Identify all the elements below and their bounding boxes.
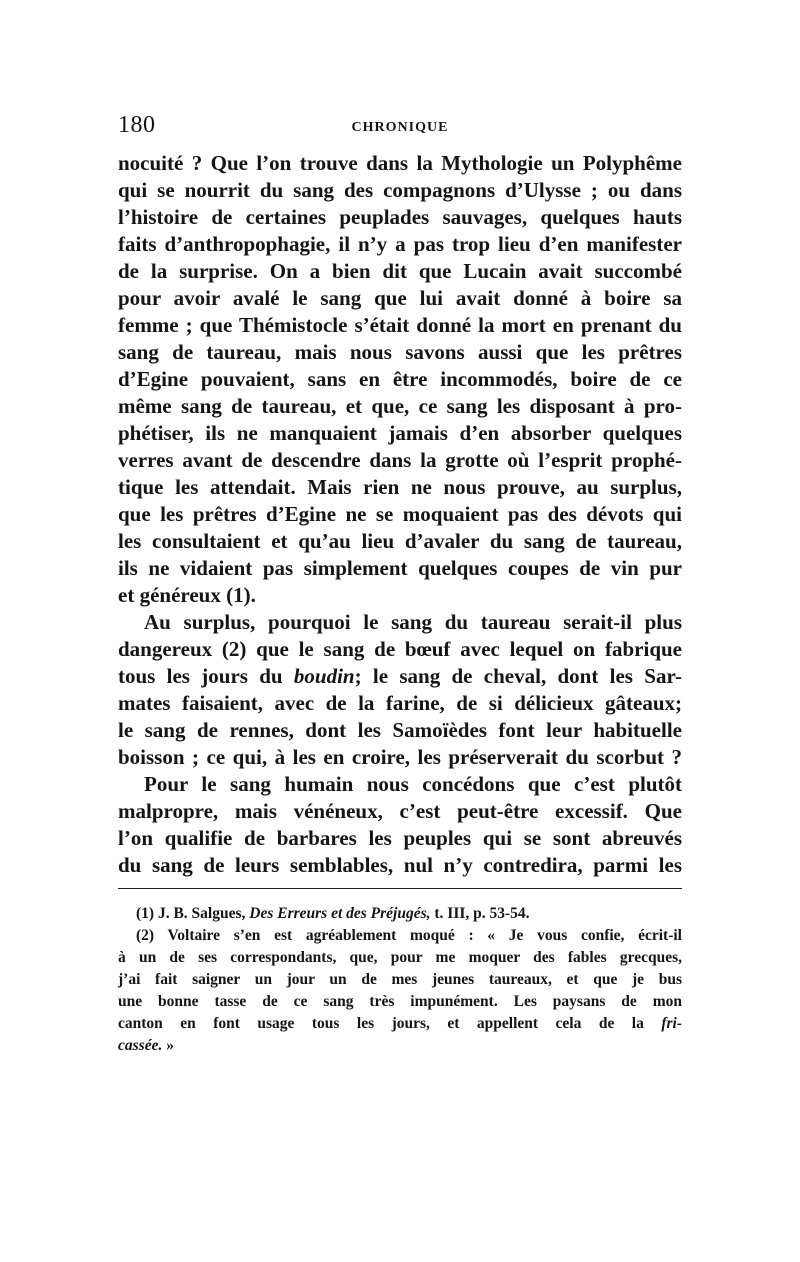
text-line: verres avant de descendre dans la grotte où l’esprit prophé- — [118, 448, 682, 472]
text-line: et généreux (1). — [118, 583, 256, 607]
text-line: malpropre, mais vénéneux, c’est peut-être excessif. Que — [118, 799, 682, 823]
text-line: tique les attendait. Mais rien ne nous prouve, au surplus, — [118, 475, 682, 499]
footnote-italic: fri- — [661, 1015, 683, 1032]
footnote-2-line-mixed — [118, 1013, 682, 1035]
page-header — [118, 112, 682, 142]
text-fragment: ; le sang de cheval, dont les Sar- — [354, 664, 682, 688]
footnote-italic: cassée. — [118, 1037, 163, 1054]
footnote-text: t. III, p. 53-54. — [434, 905, 530, 922]
text-line: nocuité ? Que l’on trouve dans la Mythologie un Polyphême — [118, 151, 682, 175]
text-line: les consultaient et qu’au lieu d’avaler du sang de taureau, — [118, 529, 682, 553]
footnote-2-line: j’ai fait saigner un jour un de mes jeunes taureaux, et que je bus — [118, 971, 682, 988]
text-line: ils ne vidaient pas simplement quelques coupes de vin pur — [118, 556, 682, 580]
footnote-text: canton en font usage tous les jours, et appellent cela de la — [118, 1015, 644, 1032]
text-line: mates faisaient, avec de la farine, de si délicieux gâteaux; — [118, 691, 682, 715]
paragraph-start-line: Pour le sang humain nous concédons que c’est plutôt — [144, 772, 682, 796]
text-line: le sang de rennes, dont les Samoïèdes font leur habituelle — [118, 718, 682, 742]
text-line: que les prêtres d’Egine ne se moquaient pas des dévots qui — [118, 502, 682, 526]
page-number: 180 — [118, 112, 156, 138]
running-head: CHRONIQUE — [351, 120, 449, 135]
text-line: l’histoire de certaines peuplades sauvages, quelques hauts — [118, 205, 682, 229]
footnote-text: » — [166, 1037, 174, 1054]
text-line-mixed — [118, 663, 682, 690]
footnote-2-line-mixed — [118, 1035, 682, 1057]
text-line: faits d’anthropophagie, il n’y a pas trop lieu d’en manifester — [118, 232, 682, 256]
text-line: du sang de leurs semblables, nul n’y contredira, parmi les — [118, 853, 682, 877]
footnote-2-line: à un de ses correspondants, que, pour me moquer des fables grecques, — [118, 949, 682, 966]
footnote-1 — [118, 903, 682, 925]
text-line: d’Egine pouvaient, sans en être incommodés, boire de ce — [118, 367, 682, 391]
text-line: femme ; que Thémistocle s’était donné la mort en prenant du — [118, 313, 682, 337]
text-line: qui se nourrit du sang des compagnons d’Ulysse ; ou dans — [118, 178, 682, 202]
italic-word: boudin — [293, 664, 355, 688]
footnote-2-line: (2) Voltaire s’en est agréablement moqué : « Je vous confie, écrit-il — [136, 927, 682, 944]
text-line: sang de taureau, mais nous savons aussi que les prêtres — [118, 340, 682, 364]
text-fragment: tous les jours du — [118, 664, 283, 688]
text-line: boisson ; ce qui, à les en croire, les préserverait du scorbut ? — [118, 745, 682, 769]
text-line: pour avoir avalé le sang que lui avait donné à boire sa — [118, 286, 682, 310]
text-line: phétiser, ils ne manquaient jamais d’en absorber quelques — [118, 421, 682, 445]
footnote-text: (1) J. B. Salgues, — [136, 905, 246, 922]
footnote-title: Des Erreurs et des Préjugés, — [249, 905, 431, 922]
paragraph-start-line: Au surplus, pourquoi le sang du taureau serait-il plus — [144, 610, 682, 634]
text-line: l’on qualifie de barbares les peuples qui se sont abreuvés — [118, 826, 682, 850]
text-line: même sang de taureau, et que, ce sang les disposant à pro- — [118, 394, 682, 418]
text-line: dangereux (2) que le sang de bœuf avec lequel on fabrique — [118, 637, 682, 661]
body-text — [118, 150, 682, 879]
footnotes — [118, 903, 682, 1057]
text-line: de la surprise. On a bien dit que Lucain avait succombé — [118, 259, 682, 283]
footnote-divider — [118, 888, 682, 889]
footnote-2-line: une bonne tasse de ce sang très impunément. Les paysans de mon — [118, 993, 682, 1010]
